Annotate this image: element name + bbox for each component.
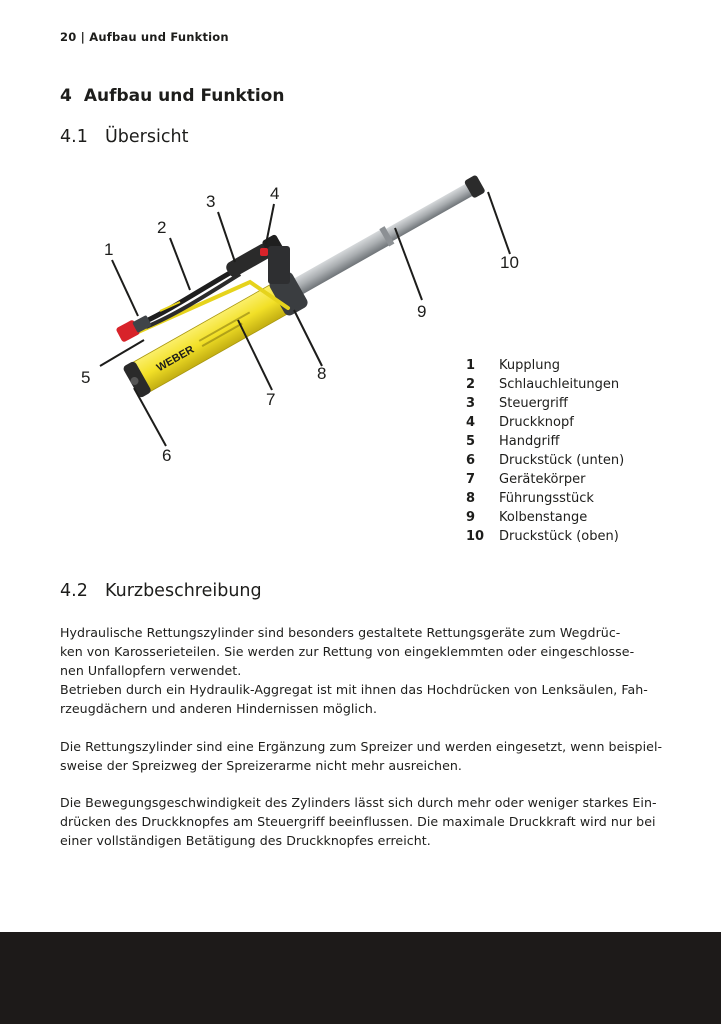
parts-legend	[466, 358, 624, 548]
text-line: rzeugdächern und anderen Hindernissen möglich.	[60, 701, 378, 716]
header-section: Aufbau und Funktion	[89, 30, 229, 44]
leader-line-2	[170, 238, 190, 290]
section-heading-overview	[60, 127, 188, 147]
legend-number: 8	[466, 491, 476, 506]
callout-2: 2	[157, 218, 167, 237]
legend-label: Gerätekörper	[499, 472, 586, 487]
paragraph	[60, 737, 665, 775]
legend-label: Kupplung	[499, 358, 560, 373]
chapter-number: 4	[60, 86, 72, 106]
leader-line-10	[488, 192, 510, 254]
section-heading-description	[60, 581, 262, 601]
legend-label: Schlauchleitungen	[499, 377, 620, 392]
legend-item	[466, 491, 624, 510]
callout-7: 7	[266, 390, 276, 409]
section-number: 4.1	[60, 127, 88, 147]
leader-line-3	[218, 212, 235, 262]
section-title: Übersicht	[105, 127, 189, 147]
callout-1: 1	[104, 240, 114, 259]
callout-3: 3	[206, 192, 216, 211]
piston-rod	[287, 174, 486, 298]
legend-label: Druckknopf	[499, 415, 574, 430]
rod-lower-section	[288, 228, 393, 298]
chapter-title: Aufbau und Funktion	[83, 86, 285, 106]
running-header	[60, 30, 229, 44]
legend-item	[466, 453, 624, 472]
legend-number: 6	[466, 453, 476, 468]
text-line: Die Bewegungsgeschwindigkeit des Zylinders lässt sich durch mehr oder weniger starkes Ein-	[60, 795, 657, 810]
legend-item	[466, 510, 624, 529]
text-line: Hydraulische Rettungszylinder sind besonders gestaltete Rettungsgeräte zum Wegdrüc-	[60, 625, 621, 640]
legend-item	[466, 358, 624, 377]
legend-number: 1	[466, 358, 476, 373]
footer-band	[0, 932, 721, 1024]
paragraph	[60, 623, 665, 718]
legend-item	[466, 529, 624, 548]
legend-label: Handgriff	[499, 434, 560, 449]
leader-line-6	[134, 388, 166, 446]
legend-number: 7	[466, 472, 476, 487]
legend-item	[466, 434, 624, 453]
legend-item	[466, 415, 624, 434]
legend-item	[466, 472, 624, 491]
text-line: drücken des Druckknopfes am Steuergriff beeinflussen. Die maximale Druckkraft wird nur bei	[60, 814, 656, 829]
legend-label: Kolbenstange	[499, 510, 588, 525]
legend-label: Führungsstück	[499, 491, 594, 506]
legend-label: Druckstück (unten)	[499, 453, 625, 468]
callout-6: 6	[162, 446, 172, 465]
text-line: Betrieben durch ein Hydraulik-Aggregat ist mit ihnen das Hochdrücken von Lenksäulen, Fah-	[60, 682, 648, 697]
leader-line-9	[395, 228, 422, 300]
legend-item	[466, 377, 624, 396]
leader-line-1	[112, 260, 138, 316]
section-number: 4.2	[60, 581, 88, 601]
chapter-heading	[60, 86, 284, 106]
header-separator: |	[80, 30, 86, 44]
push-button	[260, 248, 268, 256]
callout-10: 10	[500, 253, 519, 272]
callout-9: 9	[417, 302, 427, 321]
leader-line-8	[294, 310, 322, 366]
valve-block	[268, 246, 290, 284]
text-line: ken von Karosserieteilen. Sie werden zur Rettung von eingeklemmten oder eingeschlosse-	[60, 644, 635, 659]
legend-number: 9	[466, 510, 476, 525]
legend-item	[466, 396, 624, 415]
legend-label: Druckstück (oben)	[499, 529, 619, 544]
legend-label: Steuergriff	[499, 396, 568, 411]
callout-4: 4	[270, 184, 280, 203]
text-line: sweise der Spreizweg der Spreizerarme nicht mehr ausreichen.	[60, 758, 462, 773]
text-line: nen Unfallopfern verwendet.	[60, 663, 242, 678]
callout-8: 8	[317, 364, 327, 383]
text-line: einer vollständigen Betätigung des Druckknopfes erreicht.	[60, 833, 431, 848]
brand-mark: WEBER	[154, 343, 197, 375]
legend-number: 4	[466, 415, 476, 430]
text-line: Die Rettungszylinder sind eine Ergänzung zum Spreizer und werden eingesetzt, wenn beispiel-	[60, 739, 663, 754]
legend-number: 5	[466, 434, 476, 449]
legend-number: 2	[466, 377, 476, 392]
section-title: Kurzbeschreibung	[105, 581, 262, 601]
callout-5: 5	[81, 368, 91, 387]
paragraph	[60, 793, 665, 850]
page-number: 20	[60, 30, 77, 44]
legend-number: 10	[466, 529, 485, 544]
legend-number: 3	[466, 396, 476, 411]
